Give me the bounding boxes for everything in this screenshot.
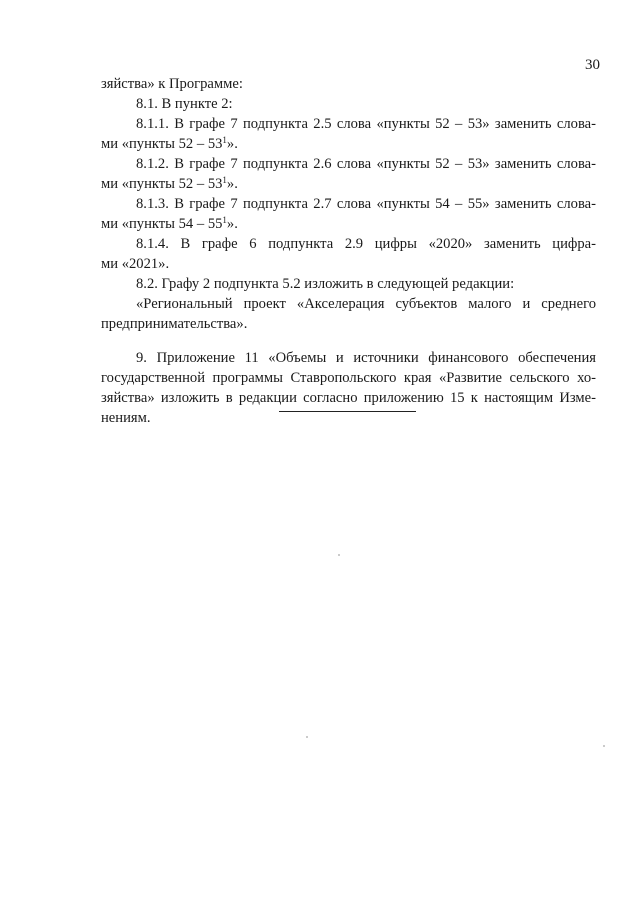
item-8-1-4: 8.1.4. В графе 6 подпункта 2.9 цифры «2020» заменить цифра- — [136, 236, 596, 252]
item-8-2: 8.2. Графу 2 подпункта 5.2 изложить в следующей редакции: — [136, 276, 515, 292]
scan-speck — [603, 745, 605, 747]
text-fragment: ми «пункты 54 – 55 — [101, 216, 223, 232]
item-8-2-quote-continuation: предпринимательства». — [101, 316, 248, 332]
text-fragment: ми «пункты 52 – 53 — [101, 176, 223, 192]
text-fragment: ми «пункты 52 – 53 — [101, 136, 223, 152]
text-fragment: ». — [226, 136, 238, 152]
item-heading-8-1: 8.1. В пункте 2: — [136, 96, 233, 112]
item-8-1-1-continuation — [101, 134, 596, 154]
superscript: 1 — [222, 175, 227, 185]
text-fragment: ». — [226, 176, 238, 192]
item-9-continuation: нениям. — [101, 410, 151, 426]
superscript: 1 — [222, 215, 227, 225]
page-number: 30 — [585, 57, 600, 73]
document-body — [101, 74, 596, 428]
superscript: 1 — [222, 135, 227, 145]
item-8-1-3-continuation — [101, 214, 596, 234]
text-line: зяйства» к Программе: — [101, 76, 243, 92]
item-8-2-quote: «Региональный проект «Акселерация субъектов малого и среднего — [136, 296, 596, 312]
item-8-1-2-continuation — [101, 174, 596, 194]
item-8-1-3: 8.1.3. В графе 7 подпункта 2.7 слова «пункты 54 – 55» заменить слова- — [136, 196, 596, 212]
scan-speck — [306, 736, 308, 738]
item-8-1-2: 8.1.2. В графе 7 подпункта 2.6 слова «пункты 52 – 53» заменить слова- — [136, 156, 596, 172]
item-9-continuation: зяйства» изложить в редакции согласно приложению 15 к настоящим Изме- — [101, 390, 596, 406]
text-fragment: ». — [226, 216, 238, 232]
paragraph-gap — [101, 334, 596, 348]
end-divider-line — [279, 411, 416, 412]
scan-speck — [338, 554, 340, 556]
item-9-continuation: государственной программы Ставропольского края «Развитие сельского хо- — [101, 370, 596, 386]
item-8-1-4-continuation: ми «2021». — [101, 256, 170, 272]
item-9: 9. Приложение 11 «Объемы и источники финансового обеспечения — [136, 350, 596, 366]
item-8-1-1: 8.1.1. В графе 7 подпункта 2.5 слова «пункты 52 – 53» заменить слова- — [136, 116, 596, 132]
